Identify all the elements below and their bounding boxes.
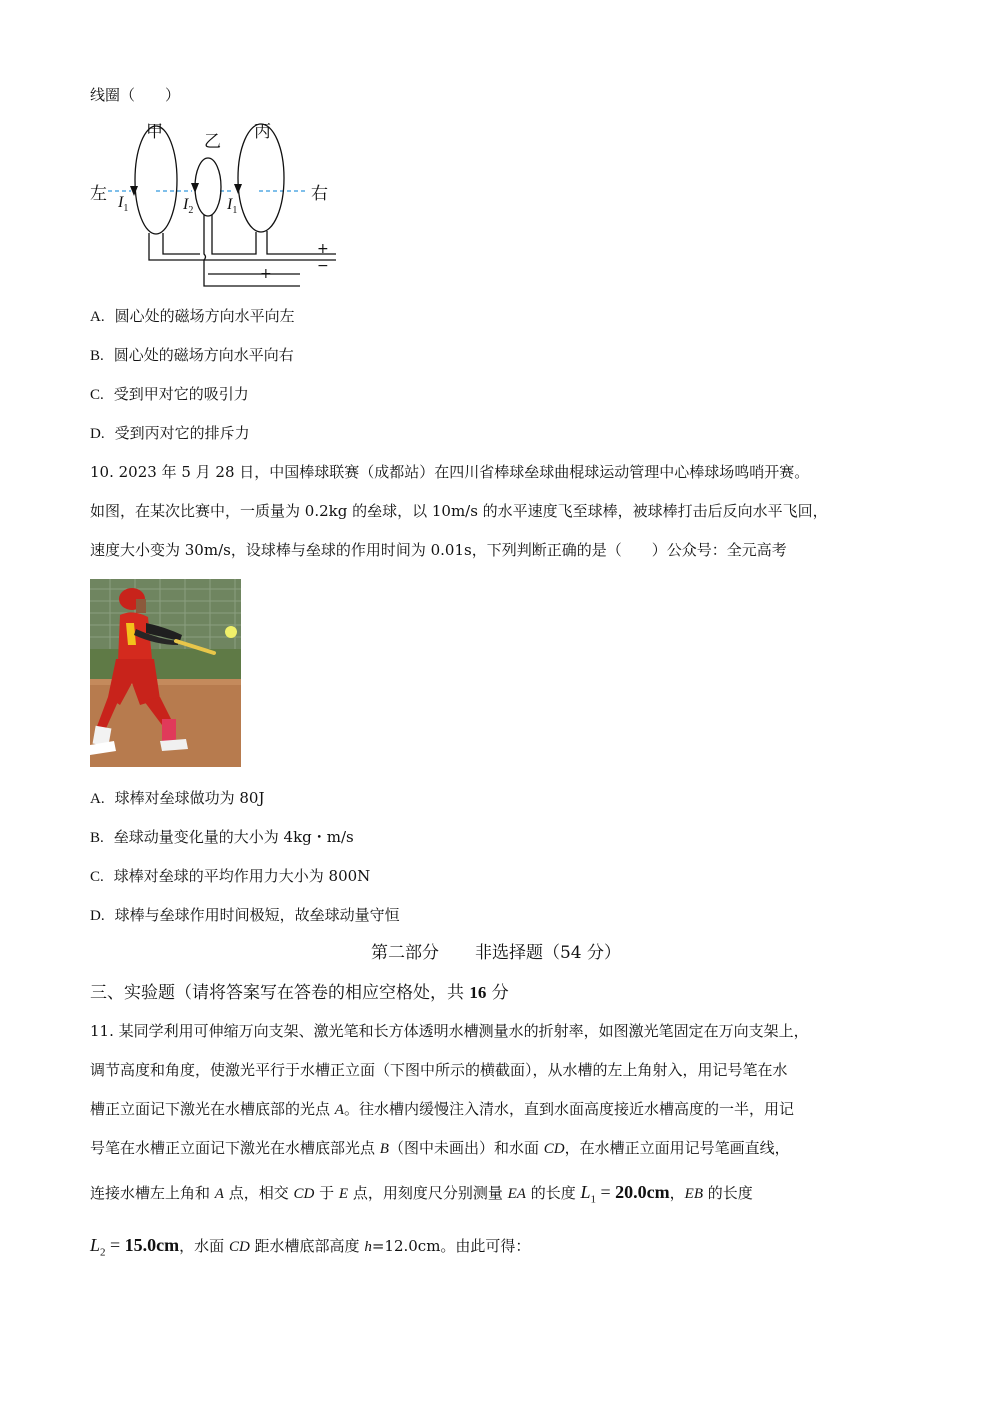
label-yi: 乙 xyxy=(204,132,221,152)
formula-l1: $L_1 = 20.0cm$ xyxy=(580,1182,670,1206)
formula-l2: $L_2 = 15.0cm$ xyxy=(90,1235,180,1259)
q10-stem-line2: 如图，在某次比赛中，一质量为 0.2kg 的垒球，以 10m/s 的水平速度飞至球棒，被球棒打击后反向水平飞回， xyxy=(90,502,828,520)
option-a: A. 球棒对垒球做功为 80J xyxy=(90,789,265,807)
label-left: 左 xyxy=(90,184,107,204)
terminal-plus-2: + xyxy=(260,266,272,282)
q11-stem-line3: 槽正立面记下激光在水槽底部的光点 A。往水槽内缓慢注入清水，直到水面高度接近水槽高度的一半，用记 xyxy=(90,1100,794,1118)
q11-stem-line1: 11. 某同学利用可伸缩万向支架、激光笔和长方体透明水槽测量水的折射率，如图激光笔固定在万向支架上， xyxy=(90,1022,809,1040)
coil-yi xyxy=(195,158,221,216)
option-c: C. 球棒对垒球的平均作用力大小为 800N xyxy=(90,867,371,885)
label-jia: 甲 xyxy=(146,122,163,142)
terminal-minus: − xyxy=(317,258,329,274)
question-fragment: 线圈（ ） xyxy=(90,86,181,104)
part-two-title: 第二部分 非选择题（54 分） xyxy=(370,943,622,963)
q11-stem-line6: $L_2 = 15.0cm$，水面 CD 距水槽底部高度 h=12.0cm。由此可得： xyxy=(90,1235,531,1259)
option-d: D. 球棒与垒球作用时间极短，故垒球动量守恒 xyxy=(90,906,400,924)
arrow-down-icon xyxy=(191,183,199,193)
arrow-down-icon xyxy=(234,184,242,194)
option-a: A. 圆心处的磁场方向水平向左 xyxy=(90,307,295,325)
label-bing: 丙 xyxy=(254,122,271,142)
section-three-heading: 三、实验题（请将答案写在答卷的相应空格处，共 16 分 xyxy=(90,983,509,1003)
current-label-3: $I_1$ xyxy=(227,196,238,216)
terminal-plus: + xyxy=(317,241,329,257)
q11-stem-line5: 连接水槽左上角和 A 点，相交 CD 于 E 点，用刻度尺分别测量 EA 的长度 $L_1 = 20.0cm$，EB 的长度 xyxy=(90,1182,753,1206)
label-right: 右 xyxy=(311,184,328,204)
coil-circuit-figure xyxy=(86,114,336,292)
option-d: D. 受到丙对它的排斥力 xyxy=(90,424,250,442)
current-label-2: $I_2$ xyxy=(183,196,194,216)
q10-stem-line1: 10. 2023 年 5 月 28 日，中国棒球联赛（成都站）在四川省棒球垒球曲棍球运动管理中心棒球场鸣哨开赛。 xyxy=(90,463,810,481)
softball-batter-photo xyxy=(90,579,241,767)
coil-jia xyxy=(135,126,177,234)
option-b: B. 圆心处的磁场方向水平向右 xyxy=(90,346,294,364)
current-label-1: $I_1$ xyxy=(118,194,129,214)
q10-stem-line3: 速度大小变为 30m/s，设球棒与垒球的作用时间为 0.01s，下列判断正确的是（ ）公众号：全元高考 xyxy=(90,541,787,559)
q11-stem-line2: 调节高度和角度，使激光平行于水槽正立面（下图中所示的横截面），从水槽的左上角射入，用记号笔在水 xyxy=(90,1061,788,1079)
option-c: C. 受到甲对它的吸引力 xyxy=(90,385,249,403)
q11-stem-line4: 号笔在水槽正立面记下激光在水槽底部光点 B（图中未画出）和水面 CD，在水槽正立面用记号笔画直线， xyxy=(90,1139,790,1157)
option-b: B. 垒球动量变化量的大小为 4kg・m/s xyxy=(90,828,354,846)
arrow-down-icon xyxy=(130,186,138,196)
